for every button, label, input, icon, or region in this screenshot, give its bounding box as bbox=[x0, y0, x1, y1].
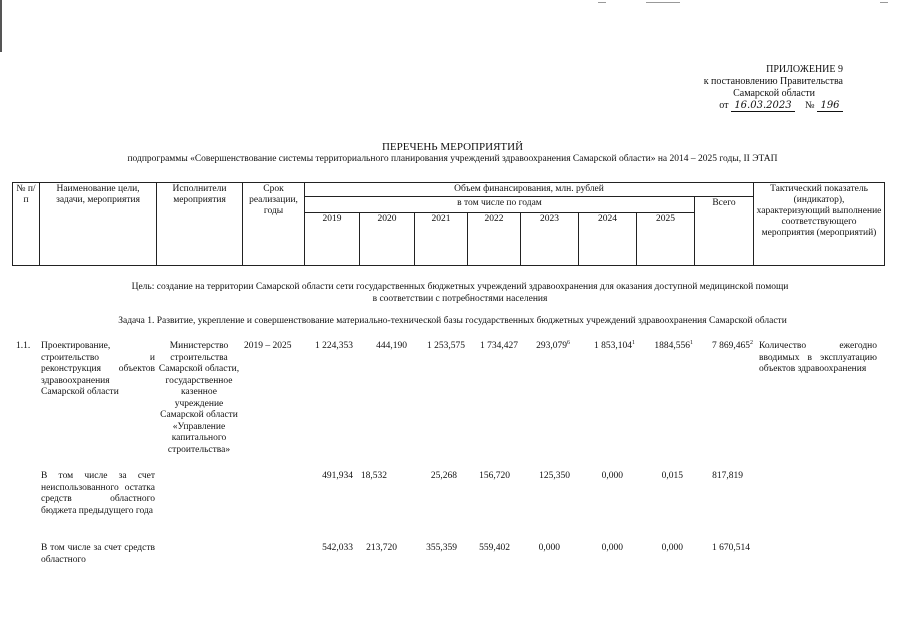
value-2023: 125,350 bbox=[539, 471, 570, 481]
value-2020: 444,190 bbox=[376, 341, 407, 351]
appendix-block bbox=[603, 64, 843, 112]
header-by-year: в том числе по годам bbox=[305, 197, 695, 213]
date-value: 16.03.2023 bbox=[731, 100, 795, 112]
value-2019: 1 224,353 bbox=[315, 341, 353, 351]
header-year: 2024 bbox=[579, 213, 637, 266]
row-indicator: Количество ежегодно вводимых в эксплуатацию объектов здравоохранения bbox=[759, 341, 877, 374]
value-2019: 491,934 bbox=[322, 471, 353, 481]
value-2021: 25,268 bbox=[430, 471, 457, 481]
header-year: 2025 bbox=[637, 213, 695, 266]
value-2020: 213,720 bbox=[366, 543, 397, 553]
header-year: 2023 bbox=[521, 213, 579, 266]
value-2022: 156,720 bbox=[479, 471, 510, 481]
subrow-name: В том числе за счет неиспользованного остатка средств областного бюджета предыдущего года bbox=[41, 471, 155, 516]
appendix-line-3: Самарской области bbox=[733, 88, 815, 99]
value-2020: 18,532 bbox=[360, 471, 387, 481]
value-2024: 1 853,104$^1$ bbox=[594, 339, 635, 351]
header-year: 2022 bbox=[468, 213, 521, 266]
document-title: ПЕРЕЧЕНЬ МЕРОПРИЯТИЙ bbox=[381, 141, 524, 153]
row-name: Проектирование, строительство и реконструкция объектов здравоохранения Самарской области bbox=[41, 341, 155, 397]
page-edge-mark bbox=[0, 0, 2, 52]
value-total: 7 869,465$^2$ bbox=[712, 339, 753, 351]
value-2019: 542,033 bbox=[322, 543, 353, 553]
header-total: Всего bbox=[695, 197, 754, 266]
header-num: № п/п bbox=[13, 183, 40, 266]
value-2022: 559,402 bbox=[479, 543, 510, 553]
value-2021: 355,359 bbox=[426, 543, 457, 553]
value-2025: 0,000 bbox=[661, 543, 683, 553]
number-prefix: № bbox=[804, 100, 815, 111]
header-year: 2019 bbox=[305, 213, 360, 266]
value-2021: 1 253,575 bbox=[427, 341, 465, 351]
value-total: 1 670,514 bbox=[712, 543, 750, 553]
number-value: 196 bbox=[817, 100, 843, 112]
row-term: 2019 – 2025 bbox=[244, 341, 292, 351]
goal-line-1: Цель: создание на территории Самарской области сети государственных бюджетных учреждений здравоохранения для оказания доступной медицинской помощи bbox=[131, 282, 789, 292]
header-year: 2020 bbox=[360, 213, 415, 266]
value-2025: 0,015 bbox=[661, 471, 683, 481]
date-prefix: от bbox=[719, 100, 729, 111]
appendix-line-2: к постановлению Правительства bbox=[703, 76, 843, 87]
table-header bbox=[12, 182, 885, 266]
scan-artifact bbox=[646, 2, 680, 3]
value-2022: 1 734,427 bbox=[480, 341, 518, 351]
goal-line-2: в соответствии с потребностями населения bbox=[372, 294, 548, 304]
header-name: Наименование цели, задачи, мероприятия bbox=[40, 183, 157, 266]
row-number: 1.1. bbox=[16, 341, 31, 351]
header-year: 2021 bbox=[415, 213, 468, 266]
scan-artifact bbox=[880, 2, 888, 3]
value-2025: 1884,556$^1$ bbox=[654, 339, 693, 351]
task-statement: Задача 1. Развитие, укрепление и совершенствование материально-технической базы государственных бюджетных учреждений здравоохранения Самарской области bbox=[118, 316, 787, 326]
value-2023: 293,079$^6$ bbox=[536, 339, 570, 351]
value-2024: 0,000 bbox=[601, 471, 623, 481]
subrow-name: В том числе за счет средств областного bbox=[41, 543, 155, 565]
value-2023: 0,000 bbox=[538, 543, 560, 553]
appendix-date-line bbox=[603, 100, 843, 112]
document-subtitle: подпрограммы «Совершенствование системы территориального планирования учреждений здравоохранения Самарской области» на 2014 – 2025 годы, II ЭТАП bbox=[127, 154, 778, 164]
row-executor: Министерство строительства Самарской области, государственное казенное учреждение Самарской области «Управление капитального строительства» bbox=[158, 341, 240, 455]
header-executors: Исполнители мероприятия bbox=[157, 183, 243, 266]
goal-statement bbox=[60, 281, 860, 305]
appendix-label: ПРИЛОЖЕНИЕ 9 bbox=[766, 64, 843, 75]
value-2024: 0,000 bbox=[601, 543, 623, 553]
scan-artifact bbox=[598, 2, 606, 3]
header-funding: Объем финансирования, млн. рублей bbox=[305, 183, 754, 197]
header-term: Срок реализации, годы bbox=[243, 183, 305, 266]
value-total: 817,819 bbox=[712, 471, 743, 481]
header-indicator: Тактический показатель (индикатор), характеризующий выполнение соответствующего мероприятия (мероприятий) bbox=[754, 183, 885, 266]
